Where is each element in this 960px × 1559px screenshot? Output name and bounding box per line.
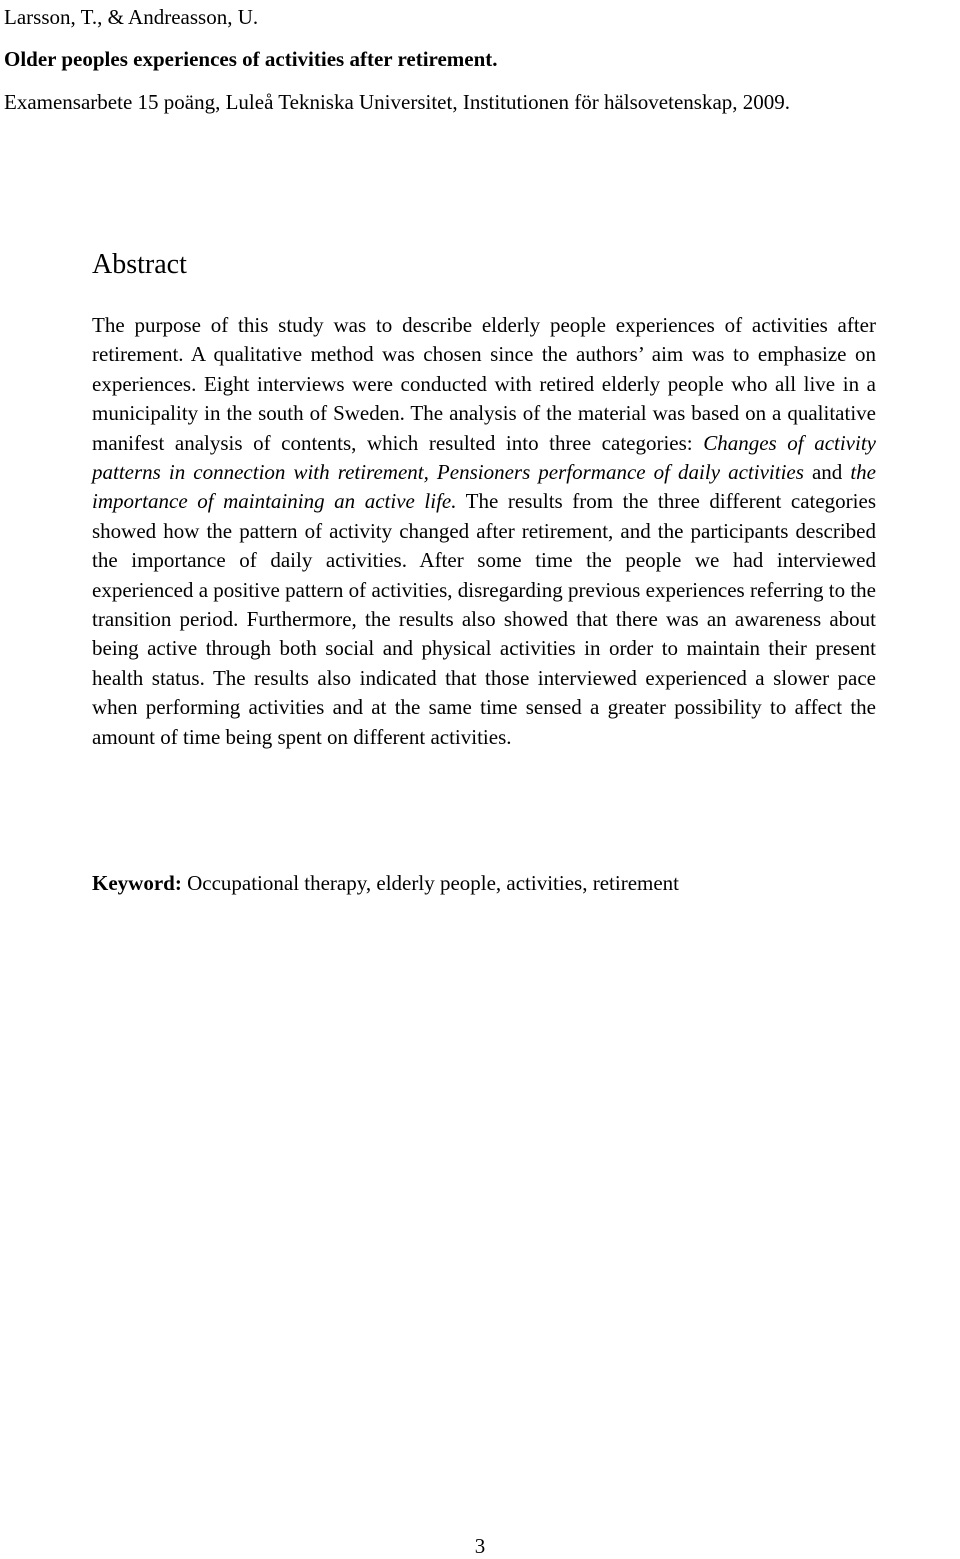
abstract-text-part-1: The purpose of this study was to describe elderly people experiences of activities after retirement. A qualitative method was chosen since the authors’ aim was to emphasize on experiences. Eight interviews were conducted with retired elderly people who all live in a municipality in the south of Sweden. The analysis of the material was based on a qualitative manifest analysis of contents, which resulted into three categories: <box>92 313 876 455</box>
abstract-text-part-2: and <box>803 460 851 485</box>
abstract-body <box>92 311 876 752</box>
abstract-text-part-3: The results from the three different categories showed how the pattern of activity changed after retirement, and the participants described the importance of daily activities. After some time the people we had interviewed experienced a positive pattern of activities, disregarding previous experiences referring to the transition period. Furthermore, the results also showed that there was an awareness about being active through both social and physical activities in order to maintain their present health status. The results also indicated that those interviewed experienced a slower pace when performing activities and at the same time sensed a greater possibility to affect the amount of time being spent on different activities. <box>92 489 876 749</box>
page-number: 3 <box>474 1534 486 1558</box>
keywords-label: Keyword: <box>92 871 182 895</box>
citation-authors: Larsson, T., & Andreasson, U. <box>4 5 259 29</box>
keywords-line <box>92 869 876 898</box>
citation-source: Examensarbete 15 poäng, Luleå Tekniska Universitet, Institutionen för hälsovetenskap, 2009. <box>4 90 791 114</box>
keywords-value: Occupational therapy, elderly people, activities, retirement <box>181 871 680 895</box>
abstract-category-1: Changes of activity patterns in connection with retirement, Pensioners performance of daily activities <box>92 430 876 485</box>
abstract-heading: Abstract <box>92 249 187 280</box>
citation-title: Older peoples experiences of activities after retirement. <box>4 47 498 71</box>
abstract-category-2: the importance of maintaining an active life. <box>92 460 876 514</box>
